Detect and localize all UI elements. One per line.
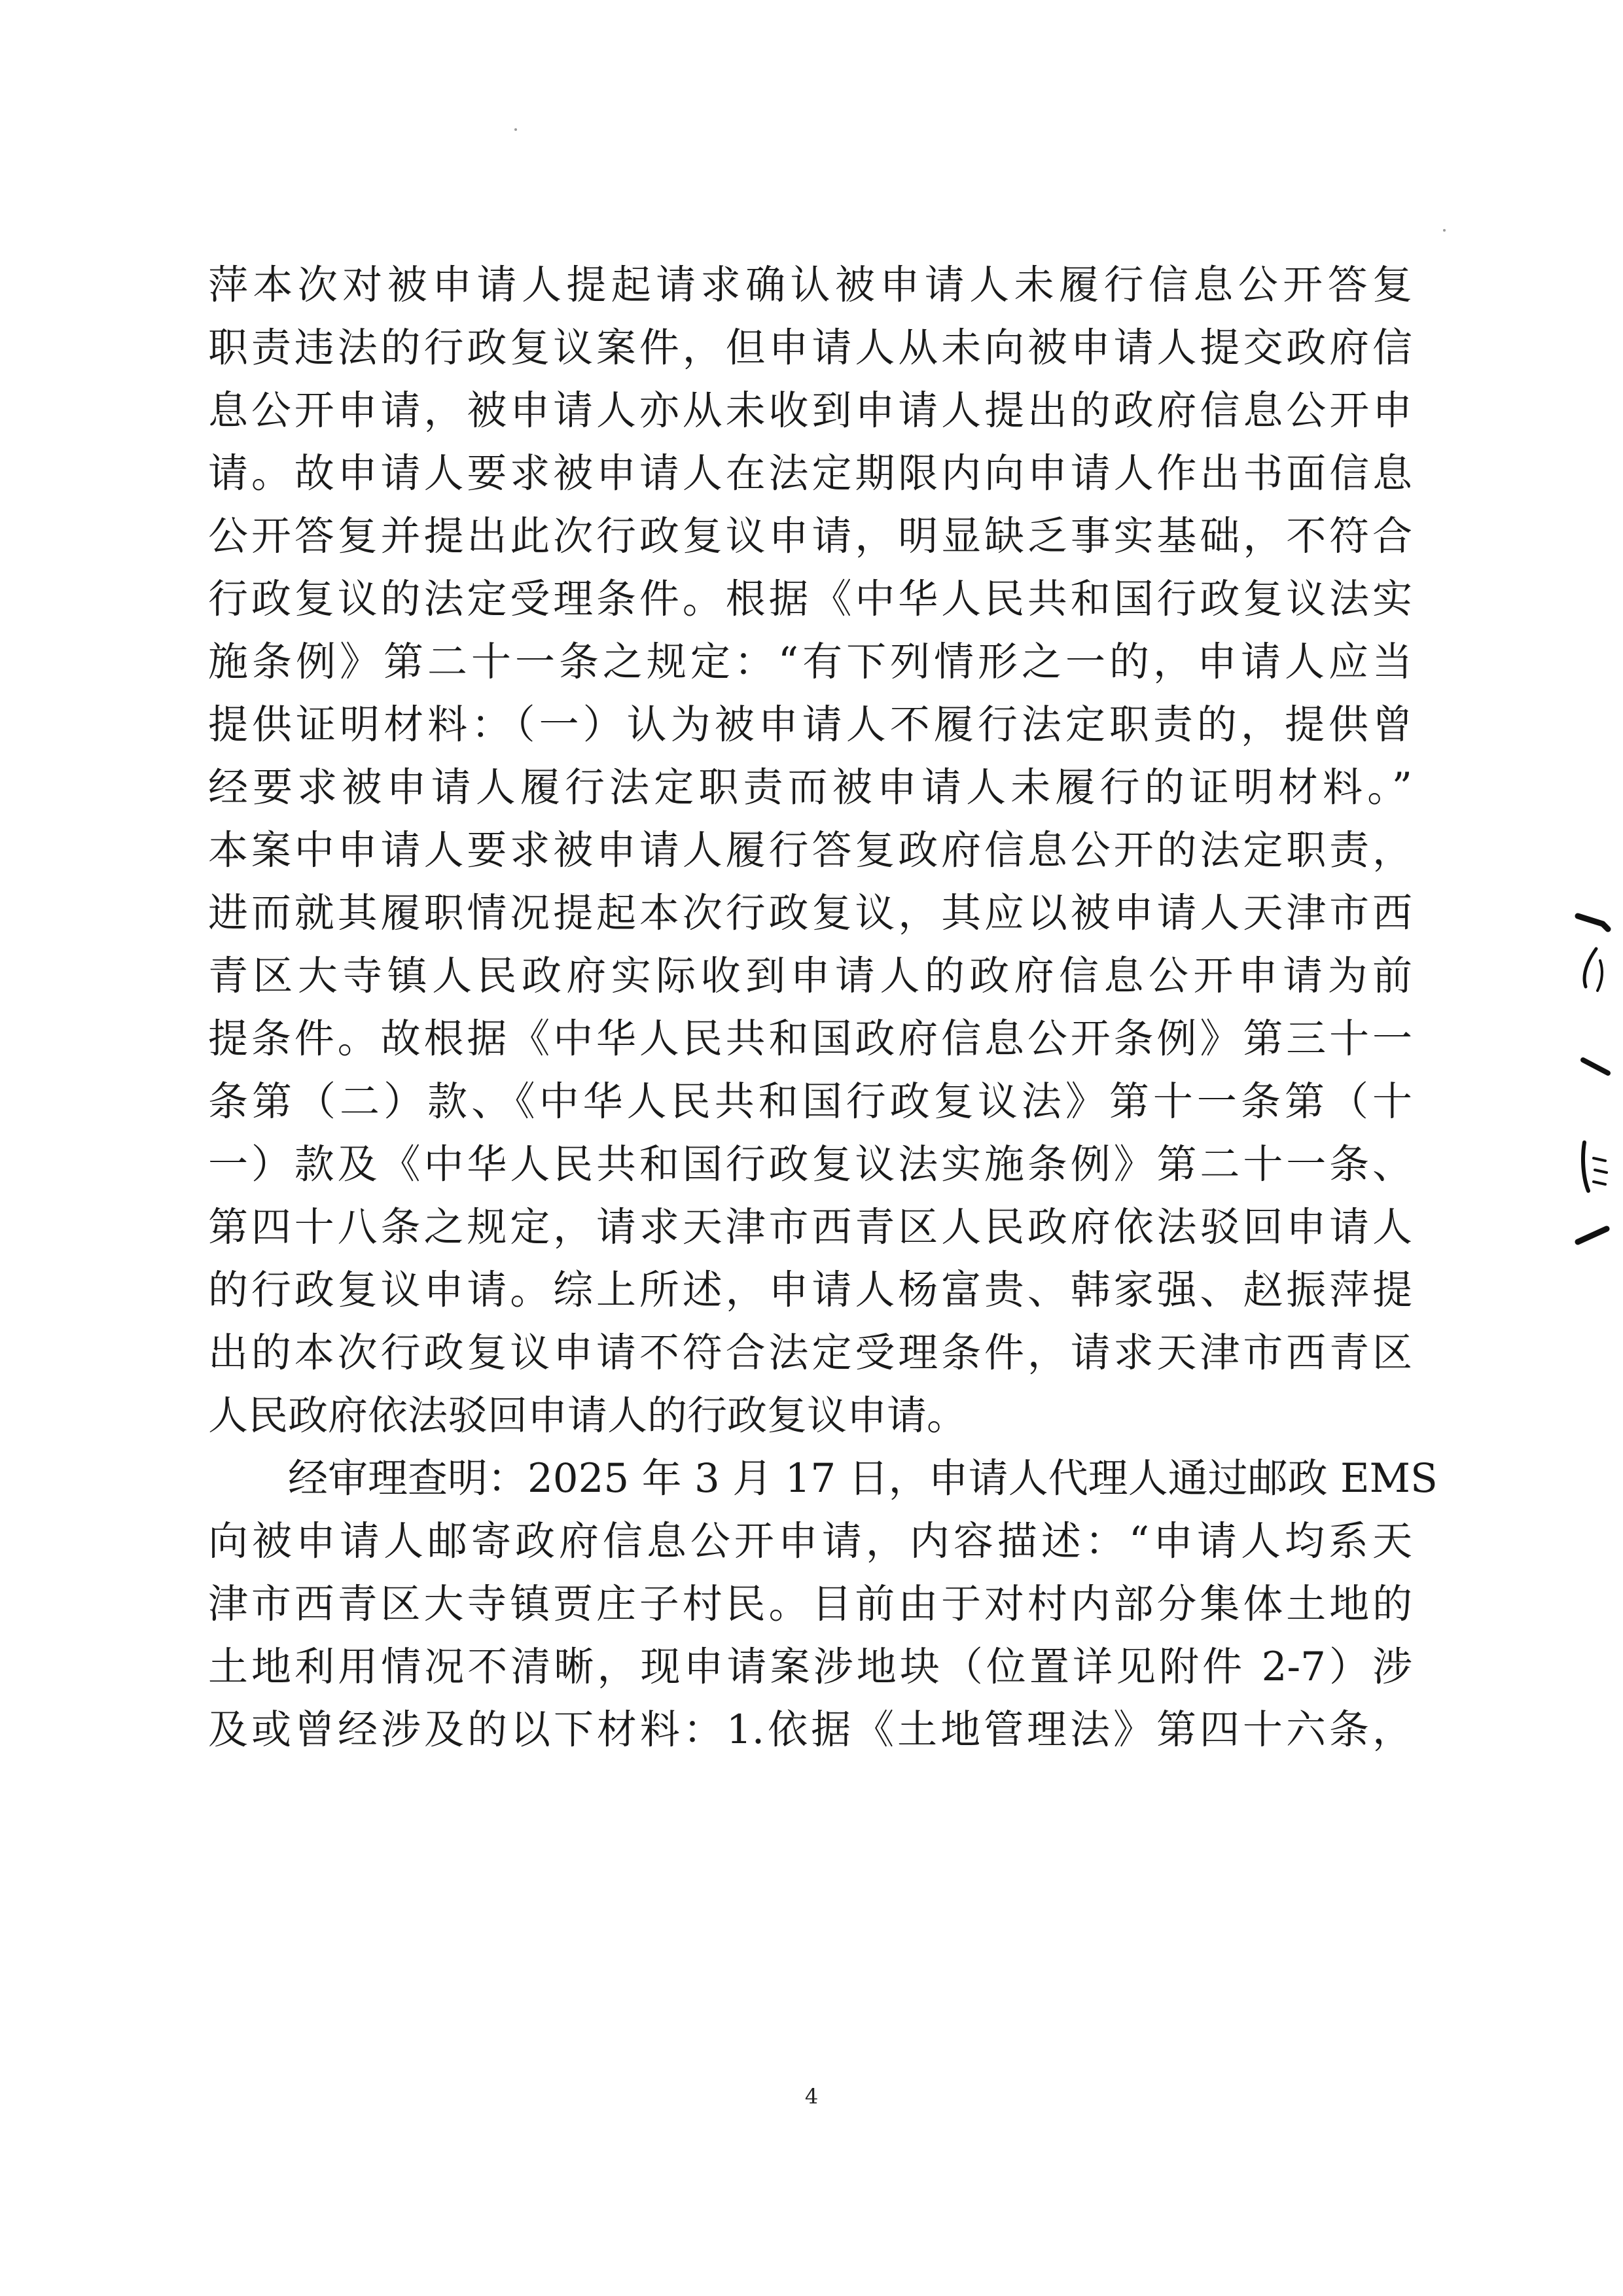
text-line: 职责违法的行政复议案件，但申请人从未向被申请人提交政府信 bbox=[208, 325, 1412, 371]
text-line: 息公开申请，被申请人亦从未收到申请人提出的政府信息公开申 bbox=[208, 387, 1412, 434]
text-line: 向被申请人邮寄政府信息公开申请，内容描述：“申请人均系天 bbox=[208, 1518, 1412, 1564]
margin-seal-mark bbox=[1574, 910, 1613, 1276]
page-number: 4 bbox=[804, 2084, 819, 2109]
text-line: 第四十八条之规定，请求天津市西青区人民政府依法驳回申请人 bbox=[208, 1204, 1412, 1250]
text-line: 及或曾经涉及的以下材料：1.依据《土地管理法》第四十六条， bbox=[208, 1706, 1412, 1753]
scan-speck bbox=[514, 128, 517, 131]
text-line: 津市西青区大寺镇贾庄子村民。目前由于对村内部分集体土地的 bbox=[208, 1581, 1412, 1627]
text-line: 经要求被申请人履行法定职责而被申请人未履行的证明材料。” bbox=[208, 764, 1412, 811]
text-line: 青区大寺镇人民政府实际收到申请人的政府信息公开申请为前 bbox=[208, 953, 1412, 999]
body-text bbox=[208, 254, 1438, 1761]
text-line: 土地利用情况不清晰，现申请案涉地块（位置详见附件 2-7）涉 bbox=[208, 1644, 1412, 1690]
text-line: 经审理查明：2025 年 3 月 17 日，申请人代理人通过邮政 EMS bbox=[288, 1455, 1438, 1502]
text-line: 提条件。故根据《中华人民共和国政府信息公开条例》第三十一 bbox=[208, 1016, 1412, 1062]
text-line: 萍本次对被申请人提起请求确认被申请人未履行信息公开答复 bbox=[208, 262, 1412, 308]
text-line: 的行政复议申请。综上所述，申请人杨富贵、韩家强、赵振萍提 bbox=[208, 1267, 1412, 1313]
text-line: 请。故申请人要求被申请人在法定期限内向申请人作出书面信息 bbox=[208, 450, 1412, 497]
text-line: 进而就其履职情况提起本次行政复议，其应以被申请人天津市西 bbox=[208, 890, 1412, 936]
text-line: 公开答复并提出此次行政复议申请，明显缺乏事实基础，不符合 bbox=[208, 513, 1412, 559]
text-line: 提供证明材料：（一）认为被申请人不履行法定职责的，提供曾 bbox=[208, 701, 1412, 748]
scan-speck bbox=[1443, 229, 1446, 232]
text-line: 出的本次行政复议申请不符合法定受理条件，请求天津市西青区 bbox=[208, 1330, 1412, 1376]
text-line: 施条例》第二十一条之规定：“有下列情形之一的，申请人应当 bbox=[208, 639, 1412, 685]
text-line: 行政复议的法定受理条件。根据《中华人民共和国行政复议法实 bbox=[208, 576, 1412, 622]
text-line: 本案中申请人要求被申请人履行答复政府信息公开的法定职责， bbox=[208, 827, 1412, 874]
text-line: 一）款及《中华人民共和国行政复议法实施条例》第二十一条、 bbox=[208, 1141, 1412, 1188]
text-line: 条第（二）款、《中华人民共和国行政复议法》第十一条第（十 bbox=[208, 1078, 1412, 1125]
text-line: 人民政府依法驳回申请人的行政复议申请。 bbox=[208, 1392, 967, 1439]
